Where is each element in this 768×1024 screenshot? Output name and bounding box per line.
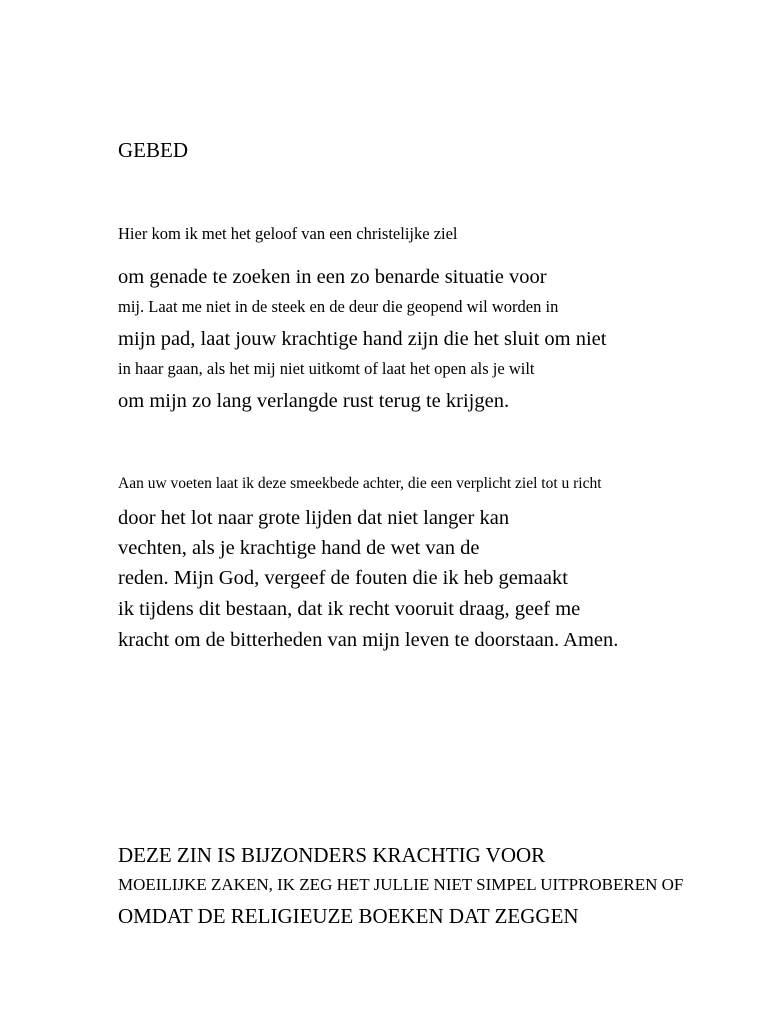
paragraph-2-line-2: door het lot naar grote lijden dat niet langer kan <box>118 507 510 529</box>
document-title: GEBED <box>118 138 188 162</box>
paragraph-2-line-1: Aan uw voeten laat ik deze smeekbede achter, die een verplicht ziel tot u richt <box>118 475 602 492</box>
paragraph-2-line-4: reden. Mijn God, vergeef de fouten die ik heb gemaakt <box>118 567 568 589</box>
paragraph-2-line-5: ik tijdens dit bestaan, dat ik recht vooruit draag, geef me <box>118 598 581 620</box>
paragraph-2-line-6: kracht om de bitterheden van mijn leven te doorstaan. Amen. <box>118 629 619 651</box>
paragraph-1-line-6: om mijn zo lang verlangde rust terug te krijgen. <box>118 390 510 412</box>
paragraph-1-line-4: mijn pad, laat jouw krachtige hand zijn die het sluit om niet <box>118 328 607 350</box>
paragraph-1-line-3: mij. Laat me niet in de steek en de deur die geopend wil worden in <box>118 297 559 316</box>
paragraph-1-line-2: om genade te zoeken in een zo benarde situatie voor <box>118 266 547 288</box>
closing-line-1: DEZE ZIN IS BIJZONDERS KRACHTIG VOOR <box>118 843 546 867</box>
paragraph-2-line-3: vechten, als je krachtige hand de wet van de <box>118 537 480 559</box>
closing-line-2: MOEILIJKE ZAKEN, IK ZEG HET JULLIE NIET SIMPEL UITPROBEREN OF <box>118 875 684 894</box>
paragraph-1-line-5: in haar gaan, als het mij niet uitkomt of laat het open als je wilt <box>118 359 535 378</box>
closing-line-3: OMDAT DE RELIGIEUZE BOEKEN DAT ZEGGEN <box>118 904 579 928</box>
paragraph-1-line-1: Hier kom ik met het geloof van een christelijke ziel <box>118 224 458 243</box>
